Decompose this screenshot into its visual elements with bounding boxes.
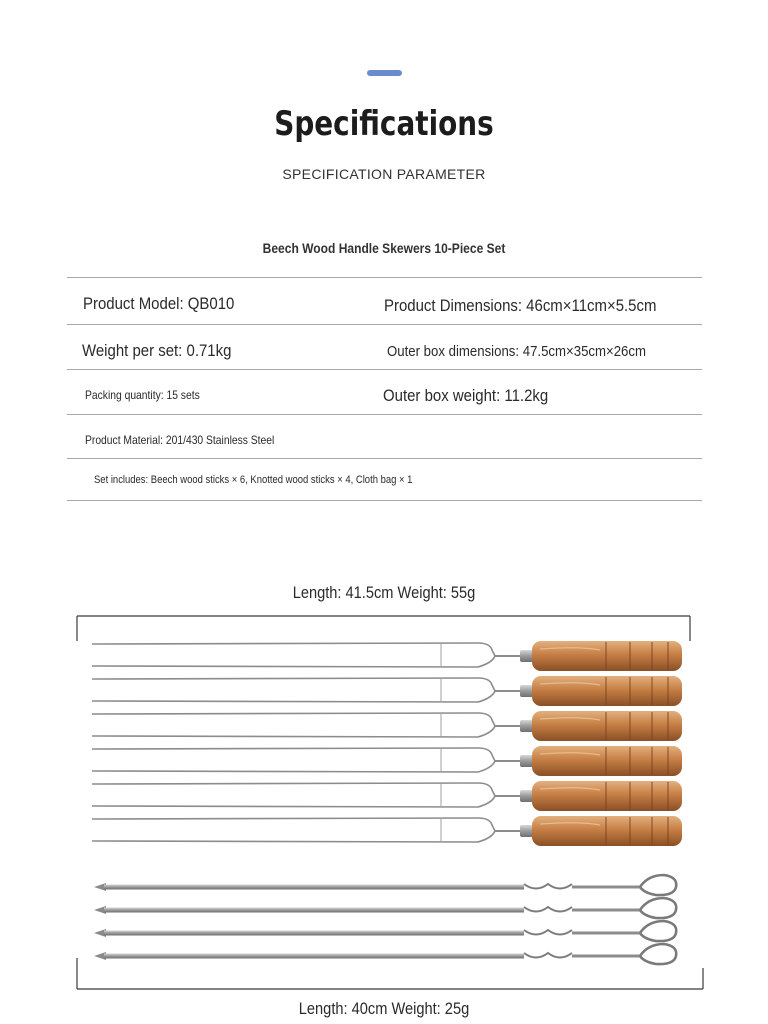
dimension-bracket-bottom: [77, 958, 703, 989]
set-title: Beech Wood Handle Skewers 10-Piece Set: [262, 240, 506, 256]
spec-outer-box-weight: Outer box weight: 11.2kg: [383, 386, 549, 405]
metal-skewer-dimension-label: Length: 40cm Weight: 25g: [298, 999, 470, 1018]
divider: [67, 324, 702, 325]
spec-material: Product Material: 201/430 Stainless Steel: [85, 433, 275, 447]
spec-packing-quantity: Packing quantity: 15 sets: [85, 388, 200, 402]
metal-skewer: [94, 921, 676, 941]
divider: [67, 500, 702, 501]
wood-handle-skewer: [92, 781, 682, 811]
divider: [67, 277, 702, 278]
wood-handle-skewer: [92, 816, 682, 846]
spec-weight: Weight per set: 0.71kg: [82, 341, 232, 360]
accent-bar: [367, 70, 402, 76]
metal-skewer: [94, 944, 676, 964]
wood-skewers: [92, 641, 682, 846]
page-subtitle: SPECIFICATION PARAMETER: [282, 166, 486, 182]
dimension-bracket-top: [77, 616, 690, 641]
metal-skewer: [94, 898, 676, 918]
spec-model: Product Model: QB010: [83, 294, 235, 313]
wood-skewer-dimension-label: Length: 41.5cm Weight: 55g: [292, 583, 476, 602]
wood-handle-skewer: [92, 641, 682, 671]
divider: [67, 458, 702, 459]
metal-skewer: [94, 875, 676, 895]
wood-handle-skewer: [92, 746, 682, 776]
divider: [67, 414, 702, 415]
spec-outer-box-dimensions: Outer box dimensions: 47.5cm×35cm×26cm: [387, 343, 646, 360]
metal-skewers: [94, 875, 676, 964]
product-image: [0, 600, 768, 1000]
divider: [67, 369, 702, 370]
wood-handle-skewer: [92, 711, 682, 741]
page-title: Specifications: [274, 104, 494, 144]
spec-dimensions: Product Dimensions: 46cm×11cm×5.5cm: [384, 296, 657, 315]
spec-set-includes: Set includes: Beech wood sticks × 6, Knotted wood sticks × 4, Cloth bag × 1: [94, 474, 413, 486]
wood-handle-skewer: [92, 676, 682, 706]
